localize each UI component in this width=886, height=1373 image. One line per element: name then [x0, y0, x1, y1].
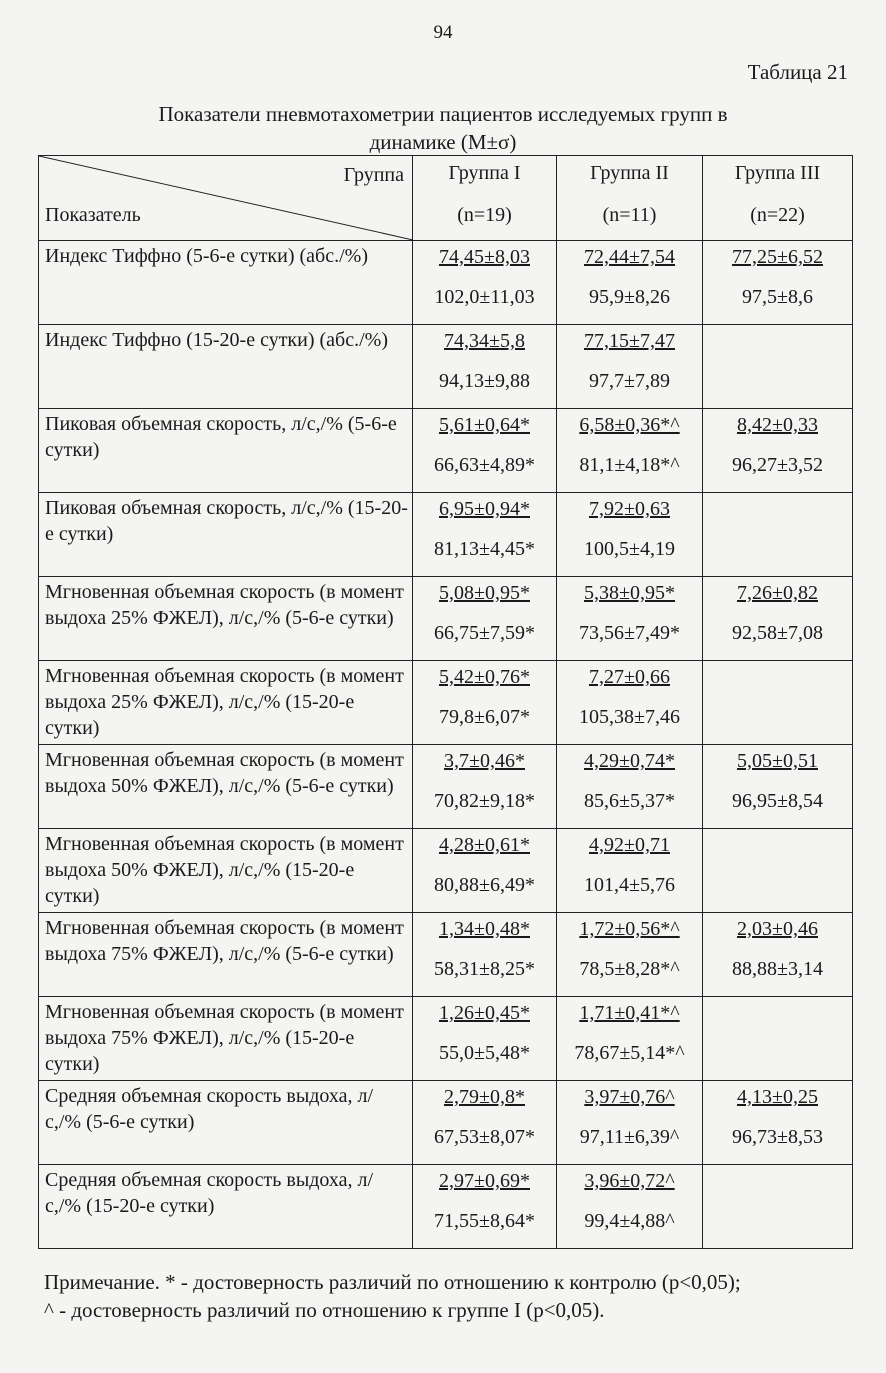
- value-cell-group-2: [557, 745, 703, 829]
- value-cell-group-3: [703, 829, 853, 913]
- indicator-cell: Средняя объемная скорость выдоха, л/с,/% (5-6-е сутки): [39, 1081, 413, 1165]
- value-percent: 96,73±8,53: [732, 1126, 823, 1148]
- group-name: Группа I: [448, 162, 521, 184]
- value-cell-group-3: [703, 493, 853, 577]
- value-percent: 102,0±11,03: [434, 286, 535, 308]
- value-percent: 55,0±5,48*: [439, 1042, 530, 1064]
- table-row: [39, 325, 853, 409]
- indicator-cell: Мгновенная объемная скорость (в момент выдоха 50% ФЖЕЛ), л/с,/% (5-6-е сутки): [39, 745, 413, 829]
- value-percent: 88,88±3,14: [732, 958, 823, 980]
- value-cell-group-2: [557, 325, 703, 409]
- value-cell-group-2: [557, 661, 703, 745]
- value-absolute: 5,38±0,95*: [584, 582, 675, 604]
- value-absolute: 7,92±0,63: [589, 498, 670, 520]
- value-percent: 73,56±7,49*: [579, 622, 680, 644]
- value-cell-group-3: [703, 1165, 853, 1249]
- value-cell-group-1: [413, 1081, 557, 1165]
- value-percent: 95,9±8,26: [589, 286, 670, 308]
- header-indicator-label: Показатель: [45, 204, 141, 226]
- header-diagonal-cell: [39, 156, 413, 241]
- indicator-cell: Мгновенная объемная скорость (в момент выдоха 75% ФЖЕЛ), л/с,/% (15-20-е сутки): [39, 997, 413, 1081]
- value-absolute: 4,92±0,71: [589, 834, 670, 856]
- value-percent: 78,67±5,14*^: [574, 1042, 685, 1064]
- value-cell-group-1: [413, 997, 557, 1081]
- value-percent: 94,13±9,88: [439, 370, 530, 392]
- value-absolute: 4,28±0,61*: [439, 834, 530, 856]
- value-absolute: 7,26±0,82: [737, 582, 818, 604]
- indicator-cell: Индекс Тиффно (15-20-е сутки) (абс./%): [39, 325, 413, 409]
- value-cell-group-1: [413, 325, 557, 409]
- value-cell-group-3: [703, 577, 853, 661]
- value-absolute: 2,79±0,8*: [444, 1086, 525, 1108]
- table-row: [39, 661, 853, 745]
- value-cell-group-3: [703, 745, 853, 829]
- value-absolute: 7,27±0,66: [589, 666, 670, 688]
- indicator-cell: Мгновенная объемная скорость (в момент выдоха 50% ФЖЕЛ), л/с,/% (15-20-е сутки): [39, 829, 413, 913]
- header-group-1: [413, 156, 557, 241]
- value-cell-group-1: [413, 493, 557, 577]
- value-percent: 79,8±6,07*: [439, 706, 530, 728]
- value-cell-group-2: [557, 409, 703, 493]
- value-cell-group-3: [703, 241, 853, 325]
- value-absolute: 72,44±7,54: [584, 246, 675, 268]
- value-cell-group-3: [703, 661, 853, 745]
- value-percent: 78,5±8,28*^: [579, 958, 680, 980]
- value-absolute: 77,15±7,47: [584, 330, 675, 352]
- value-absolute: 5,61±0,64*: [439, 414, 530, 436]
- value-cell-group-1: [413, 745, 557, 829]
- value-absolute: 3,7±0,46*: [444, 750, 525, 772]
- table-row: [39, 1165, 853, 1249]
- header-group-3: [703, 156, 853, 241]
- value-absolute: 1,71±0,41*^: [579, 1002, 680, 1024]
- indicator-cell: Индекс Тиффно (5-6-е сутки) (абс./%): [39, 241, 413, 325]
- value-percent: 66,75±7,59*: [434, 622, 535, 644]
- value-percent: 81,1±4,18*^: [579, 454, 680, 476]
- value-cell-group-2: [557, 1081, 703, 1165]
- value-cell-group-1: [413, 409, 557, 493]
- header-group-2: [557, 156, 703, 241]
- value-absolute: 1,26±0,45*: [439, 1002, 530, 1024]
- value-cell-group-1: [413, 577, 557, 661]
- header-group-label: Группа: [343, 164, 404, 186]
- indicator-cell: Мгновенная объемная скорость (в момент выдоха 25% ФЖЕЛ), л/с,/% (5-6-е сутки): [39, 577, 413, 661]
- value-absolute: 5,05±0,51: [737, 750, 818, 772]
- value-absolute: 5,08±0,95*: [439, 582, 530, 604]
- table-row: [39, 997, 853, 1081]
- value-cell-group-2: [557, 1165, 703, 1249]
- value-cell-group-2: [557, 577, 703, 661]
- value-percent: 96,27±3,52: [732, 454, 823, 476]
- value-absolute: 3,97±0,76^: [584, 1086, 675, 1108]
- value-absolute: 6,95±0,94*: [439, 498, 530, 520]
- value-absolute: 1,34±0,48*: [439, 918, 530, 940]
- value-absolute: 1,72±0,56*^: [579, 918, 680, 940]
- value-cell-group-1: [413, 661, 557, 745]
- value-absolute: 2,03±0,46: [737, 918, 818, 940]
- table-row: [39, 1081, 853, 1165]
- value-percent: 97,11±6,39^: [579, 1126, 680, 1148]
- value-absolute: 8,42±0,33: [737, 414, 818, 436]
- table-row: [39, 577, 853, 661]
- data-table: [38, 155, 853, 1249]
- table-body: [39, 241, 853, 1249]
- value-cell-group-2: [557, 913, 703, 997]
- value-absolute: 4,13±0,25: [737, 1086, 818, 1108]
- value-percent: 71,55±8,64*: [434, 1210, 535, 1232]
- value-absolute: 5,42±0,76*: [439, 666, 530, 688]
- value-percent: 105,38±7,46: [579, 706, 680, 728]
- value-absolute: 4,29±0,74*: [584, 750, 675, 772]
- value-cell-group-2: [557, 241, 703, 325]
- caption-line-2: динамике (M±σ): [369, 130, 517, 154]
- table-row: [39, 409, 853, 493]
- group-n: (n=11): [602, 204, 657, 226]
- table-row: [39, 913, 853, 997]
- indicator-cell: Пиковая объемная скорость, л/с,/% (5-6-е сутки): [39, 409, 413, 493]
- value-cell-group-2: [557, 997, 703, 1081]
- value-cell-group-1: [413, 1165, 557, 1249]
- value-absolute: 3,96±0,72^: [584, 1170, 675, 1192]
- table-note: [44, 1268, 864, 1324]
- value-cell-group-2: [557, 829, 703, 913]
- value-absolute: 74,34±5,8: [444, 330, 525, 352]
- value-absolute: 74,45±8,03: [439, 246, 530, 268]
- group-n: (n=22): [750, 204, 805, 226]
- value-absolute: 2,97±0,69*: [439, 1170, 530, 1192]
- value-absolute: 6,58±0,36*^: [579, 414, 680, 436]
- table-label: Таблица 21: [747, 60, 848, 84]
- value-percent: 99,4±4,88^: [584, 1210, 675, 1232]
- value-percent: 85,6±5,37*: [584, 790, 675, 812]
- group-n: (n=19): [457, 204, 512, 226]
- value-cell-group-2: [557, 493, 703, 577]
- value-cell-group-3: [703, 1081, 853, 1165]
- note-line-2: ^ - достоверность различий по отношению к группе I (p<0,05).: [44, 1298, 605, 1322]
- group-name: Группа III: [734, 162, 821, 184]
- indicator-cell: Пиковая объемная скорость, л/с,/% (15-20-е сутки): [39, 493, 413, 577]
- value-cell-group-3: [703, 913, 853, 997]
- value-cell-group-3: [703, 409, 853, 493]
- table-caption: [0, 100, 886, 156]
- value-percent: 100,5±4,19: [584, 538, 675, 560]
- table-row: [39, 745, 853, 829]
- value-percent: 92,58±7,08: [732, 622, 823, 644]
- indicator-cell: Средняя объемная скорость выдоха, л/с,/% (15-20-е сутки): [39, 1165, 413, 1249]
- indicator-cell: Мгновенная объемная скорость (в момент выдоха 25% ФЖЕЛ), л/с,/% (15-20-е сутки): [39, 661, 413, 745]
- value-percent: 96,95±8,54: [732, 790, 823, 812]
- indicator-cell: Мгновенная объемная скорость (в момент выдоха 75% ФЖЕЛ), л/с,/% (5-6-е сутки): [39, 913, 413, 997]
- table-row: [39, 829, 853, 913]
- value-cell-group-1: [413, 913, 557, 997]
- value-percent: 58,31±8,25*: [434, 958, 535, 980]
- group-name: Группа II: [590, 162, 669, 184]
- value-percent: 97,7±7,89: [589, 370, 670, 392]
- value-percent: 97,5±8,6: [742, 286, 813, 308]
- value-percent: 81,13±4,45*: [434, 538, 535, 560]
- value-percent: 101,4±5,76: [584, 874, 675, 896]
- page-number: 94: [433, 22, 453, 43]
- note-line-1: Примечание. * - достоверность различий по отношению к контролю (p<0,05);: [44, 1270, 741, 1294]
- table-row: [39, 241, 853, 325]
- value-absolute: 77,25±6,52: [732, 246, 823, 268]
- value-percent: 67,53±8,07*: [434, 1126, 535, 1148]
- value-cell-group-3: [703, 997, 853, 1081]
- value-percent: 80,88±6,49*: [434, 874, 535, 896]
- table-header-row: [39, 156, 853, 241]
- value-percent: 66,63±4,89*: [434, 454, 535, 476]
- value-cell-group-1: [413, 241, 557, 325]
- caption-line-1: Показатели пневмотахометрии пациентов исследуемых групп в: [158, 102, 728, 126]
- value-cell-group-1: [413, 829, 557, 913]
- value-cell-group-3: [703, 325, 853, 409]
- value-percent: 70,82±9,18*: [434, 790, 535, 812]
- table-row: [39, 493, 853, 577]
